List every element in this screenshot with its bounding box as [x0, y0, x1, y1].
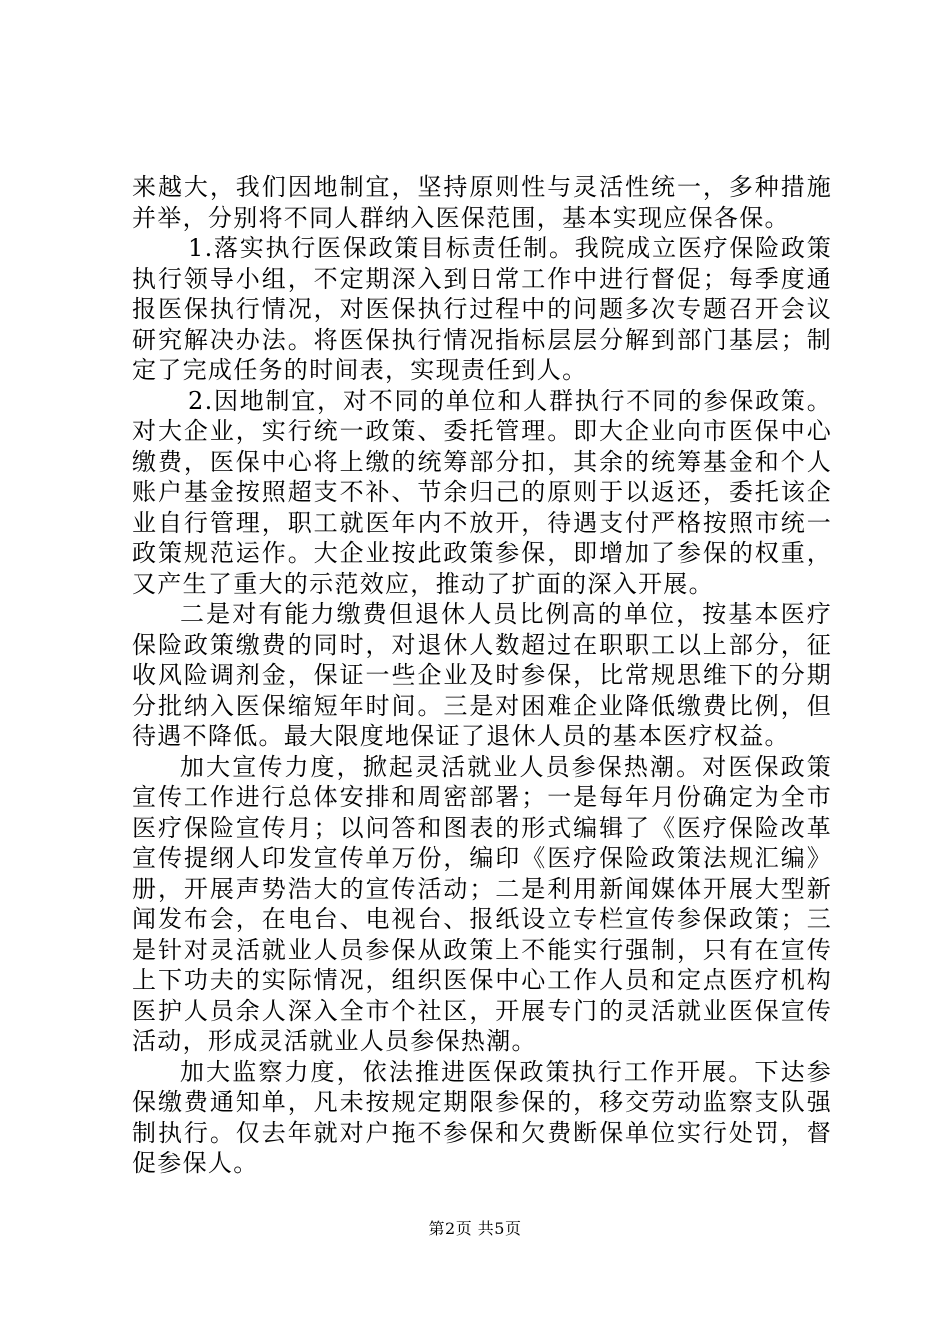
paragraph-item-2: 2.因地制宜，对不同的单位和人群执行不同的参保政策。对大企业，实行统一政策、委托管理。即大企业向市医保中心缴费，医保中心将上缴的统筹部分扣，其余的统筹基金和个人账户基金按照超支不补、节余归己的原则于以返还，委托该企业自行管理，职工就医年内不放开，待遇支付严格按照市统一政策规范运作。大企业按此政策参保，即增加了参保的权重，又产生了重大的示范效应，推动了扩面的深入开展。 [132, 386, 832, 598]
paragraph-supervision: 加大监察力度，依法推进医保政策执行工作开展。下达参保缴费通知单，凡未按规定期限参保的，移交劳动监察支队强制执行。仅去年就对户拖不参保和欠费断保单位实行处罚，督促参保人。 [132, 1057, 832, 1177]
document-body [132, 172, 832, 1179]
paragraph-continuation: 来越大，我们因地制宜，坚持原则性与灵活性统一，多种措施并举，分别将不同人群纳入医保范围，基本实现应保各保。 [132, 173, 832, 232]
paragraph-retiree-policy: 二是对有能力缴费但退休人员比例高的单位，按基本医疗保险政策缴费的同时，对退休人数超过在职职工以上部分，征收风险调剂金，保证一些企业及时参保，比常规思维下的分期分批纳入医保缩短年时间。三是对困难企业降低缴费比例，但待遇不降低。最大限度地保证了退休人员的基本医疗权益。 [132, 600, 832, 750]
paragraph-item-1: 1.落实执行医保政策目标责任制。我院成立医疗保险政策执行领导小组，不定期深入到日常工作中进行督促；每季度通报医保执行情况，对医保执行过程中的问题多次专题召开会议研究解决办法。将医保执行情况指标层层分解到部门基层；制定了完成任务的时间表，实现责任到人。 [132, 234, 832, 384]
paragraph-publicity: 加大宣传力度，掀起灵活就业人员参保热潮。对医保政策宣传工作进行总体安排和周密部署；一是每年月份确定为全市医疗保险宣传月；以问答和图表的形式编辑了《医疗保险改革宣传提纲人印发宣传单万份，编印《医疗保险政策法规汇编》册，开展声势浩大的宣传活动；二是利用新闻媒体开展大型新闻发布会，在电台、电视台、报纸设立专栏宣传参保政策；三是针对灵活就业人员参保从政策上不能实行强制，只有在宣传上下功夫的实际情况，组织医保中心工作人员和定点医疗机构医护人员余人深入全市个社区，开展专门的灵活就业医保宣传活动，形成灵活就业人员参保热潮。 [132, 752, 832, 1055]
page-number-footer: 第2页 共5页 [428, 1219, 522, 1238]
